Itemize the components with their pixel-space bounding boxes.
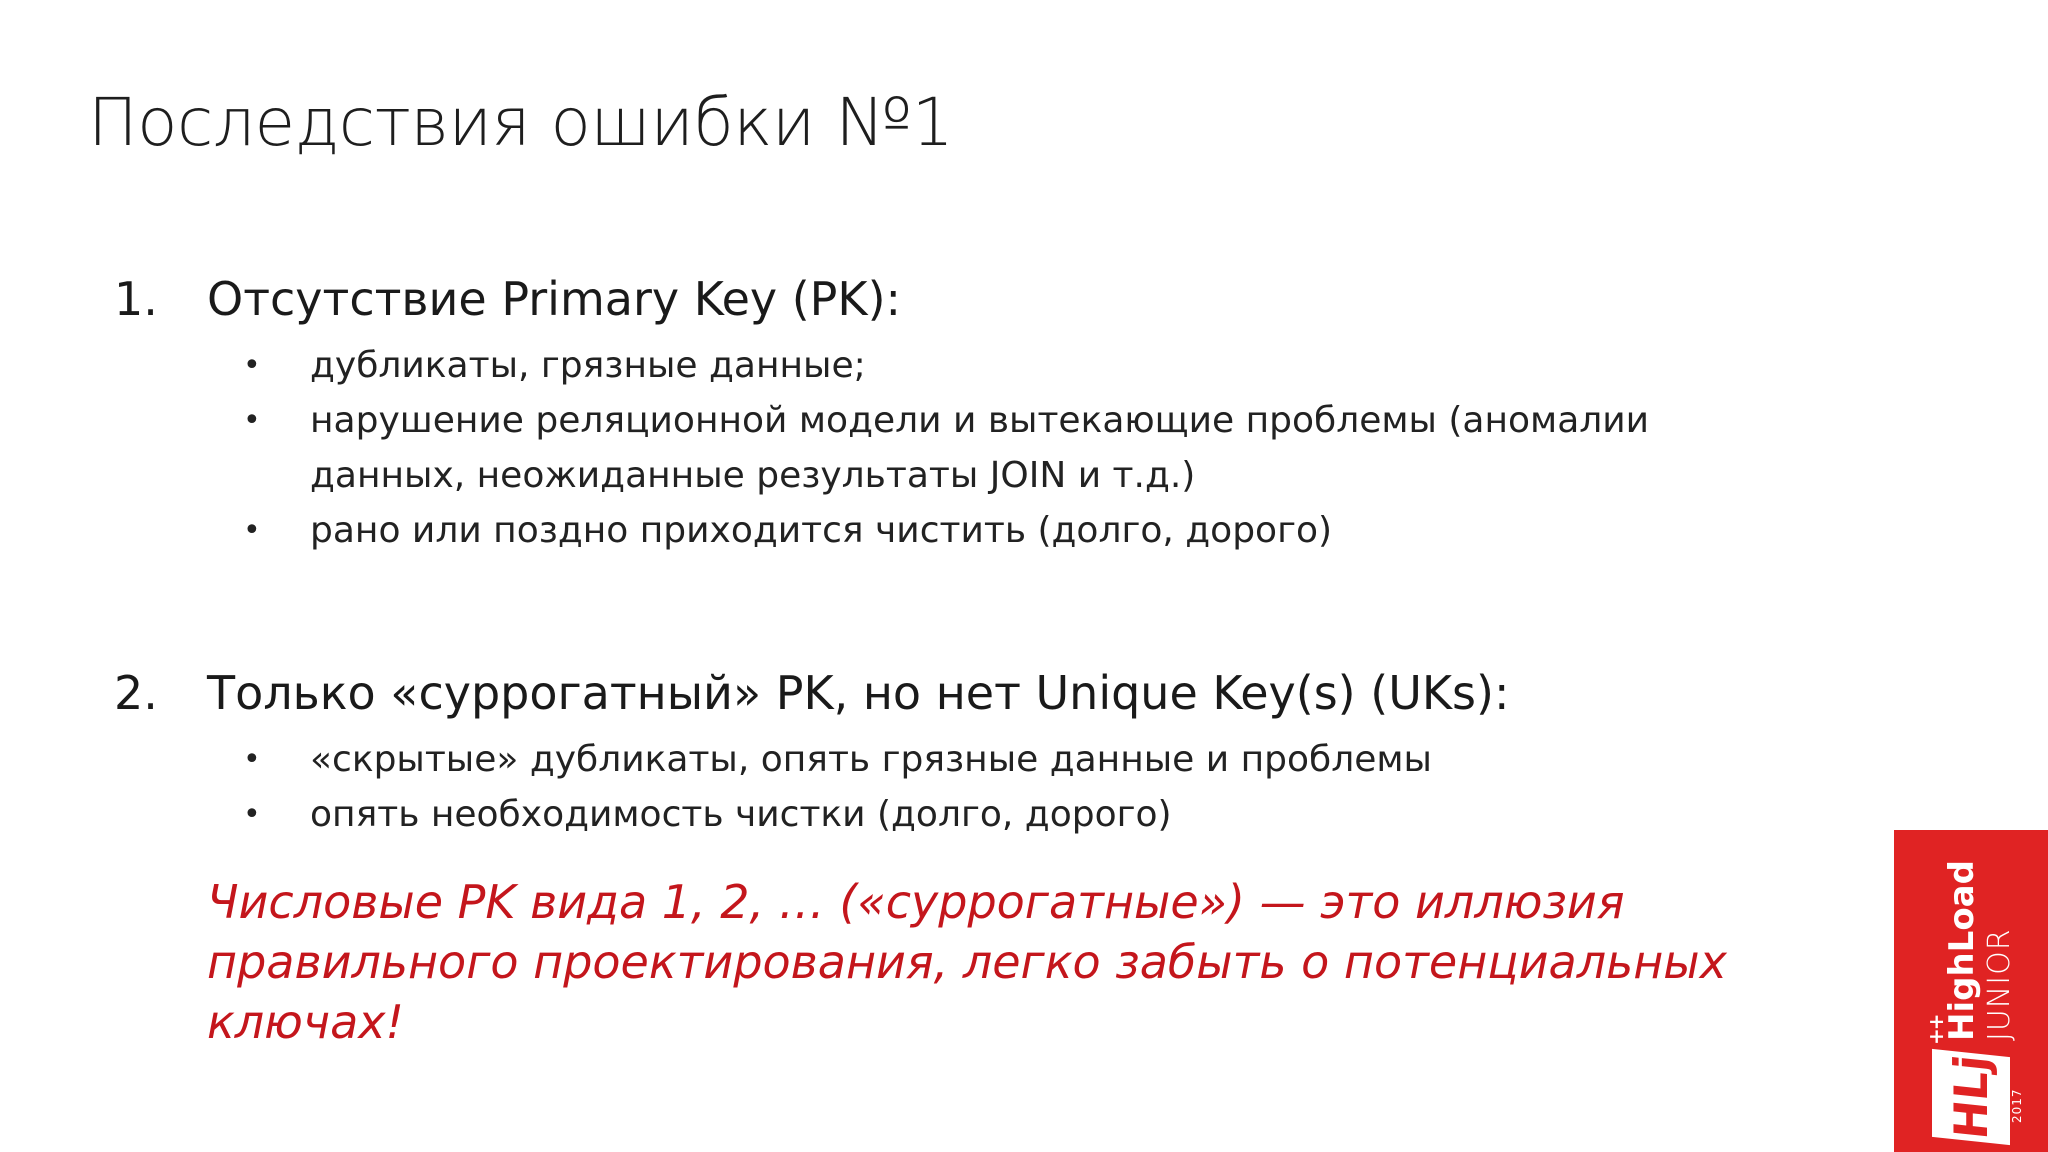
bullet-text: нарушение реляционной модели и вытекающие проблемы (аномалии данных, неожиданные результаты JOIN и т.д.) (310, 400, 1650, 496)
bullet-text: опять необходимость чистки (долго, дорого) (310, 794, 1172, 835)
logo-subtitle: JUNIOR (1982, 928, 2017, 1041)
list-heading: Отсутствие Primary Key (PK): (207, 272, 902, 326)
list-number: 2. (114, 666, 158, 720)
bullet-item (0, 787, 1730, 842)
logo-mark: HLj (1932, 1049, 2010, 1145)
bullet-text: «скрытые» дубликаты, опять грязные данные и проблемы (310, 739, 1432, 780)
highload-junior-logo (1894, 830, 2048, 1152)
bullet-dot-icon: • (243, 513, 261, 548)
bullet-dot-icon: • (243, 403, 261, 438)
slide-title: Последствия ошибки №1 (88, 84, 954, 161)
bullet-item (0, 338, 1730, 393)
highlight-note: Числовые PK вида 1, 2, … («суррогатные») — это иллюзия правильного проектирования, легко забыть о потенциальных ключах! (207, 875, 1727, 1049)
bullet-dot-icon: • (243, 742, 261, 777)
list-item-2 (0, 666, 1730, 842)
bullet-text: рано или поздно приходится чистить (долго, дорого) (310, 510, 1333, 551)
bullet-item (0, 393, 1730, 503)
bullet-dot-icon: • (243, 797, 261, 832)
bullet-item (0, 732, 1730, 787)
bullet-item (0, 503, 1730, 558)
bullet-list (0, 338, 1730, 558)
logo-plus-icon: ++ (1924, 1015, 1948, 1045)
list-item-header (0, 666, 1730, 730)
list-item-1 (0, 272, 1730, 558)
logo-year: 2017 (2010, 1088, 2024, 1123)
bullet-list (0, 732, 1730, 842)
logo-content (1906, 841, 2036, 1141)
bullet-text: дубликаты, грязные данные; (310, 345, 866, 386)
list-number: 1. (114, 272, 158, 326)
logo-name: HighLoad (1942, 860, 1982, 1041)
list-item-header (0, 272, 1730, 336)
bullet-dot-icon: • (243, 348, 261, 383)
list-heading: Только «суррогатный» PK, но нет Unique Key(s) (UKs): (207, 666, 1510, 720)
